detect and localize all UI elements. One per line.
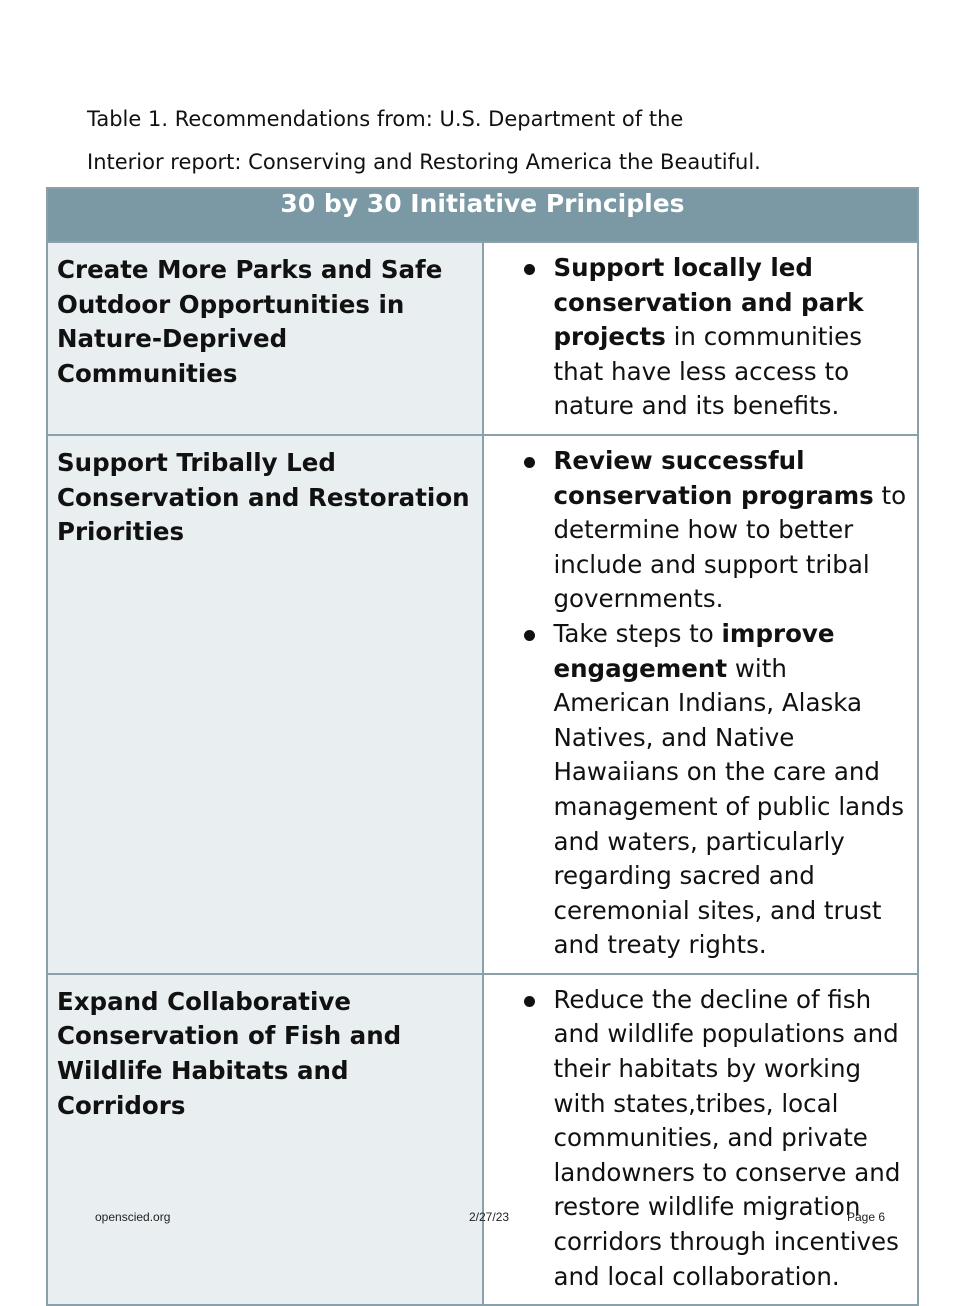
recommendation-list bbox=[520, 251, 912, 424]
table-row bbox=[47, 435, 918, 974]
footer-page-number: Page 6 bbox=[847, 1210, 886, 1224]
caption-line-1: Table 1. Recommendations from: U.S. Department of the bbox=[87, 107, 684, 131]
recommendation-bold-text: Support locally led conservation and park projects bbox=[553, 253, 864, 352]
recommendation-text: with American Indians, Alaska Natives, and Native Hawaiians on the care and management of public lands and waters, particularly regarding sacred and ceremonial sites, and trust and treaty rights. bbox=[553, 653, 904, 960]
recommendation-list bbox=[520, 983, 912, 1294]
recommendation-item bbox=[520, 444, 912, 617]
principle-cell: Support Tribally Led Conservation and Restoration Priorities bbox=[47, 435, 483, 974]
recommendations-cell bbox=[483, 242, 919, 435]
recommendations-cell bbox=[483, 974, 919, 1305]
recommendation-text: to determine how to better include and support tribal governments. bbox=[553, 480, 907, 614]
principle-cell: Expand Collaborative Conservation of Fish and Wildlife Habitats and Corridors bbox=[47, 974, 483, 1305]
recommendation-bold-text: Review successful conservation programs bbox=[553, 445, 874, 510]
recommendation-list bbox=[520, 444, 912, 963]
recommendation-text: Reduce the decline of fish and wildlife populations and their habitats by working with states,tribes, local communities, and private landowners to conserve and restore wildlife migration corridors through incentives and local collaboration. bbox=[553, 984, 901, 1291]
caption-line-2: Interior report: Conserving and Restoring America the Beautiful. bbox=[87, 150, 761, 174]
recommendation-item bbox=[520, 983, 912, 1294]
recommendation-bold-text: improve engagement bbox=[553, 618, 835, 683]
recommendation-text: in communities that have less access to nature and its benefits. bbox=[553, 322, 863, 421]
recommendation-item bbox=[520, 251, 912, 424]
principles-table bbox=[46, 187, 919, 1306]
table-row bbox=[47, 242, 918, 435]
table-header: 30 by 30 Initiative Principles bbox=[47, 188, 918, 242]
principle-cell: Create More Parks and Safe Outdoor Opportunities in Nature-Deprived Communities bbox=[47, 242, 483, 435]
footer-date: 2/27/23 bbox=[469, 1210, 510, 1224]
recommendation-text: Take steps to bbox=[553, 618, 722, 648]
recommendations-cell bbox=[483, 435, 919, 974]
table-caption bbox=[87, 98, 867, 184]
recommendation-item bbox=[520, 617, 912, 963]
table-header-row bbox=[47, 188, 918, 242]
table-row bbox=[47, 974, 918, 1305]
footer-site: openscied.org bbox=[95, 1210, 171, 1224]
